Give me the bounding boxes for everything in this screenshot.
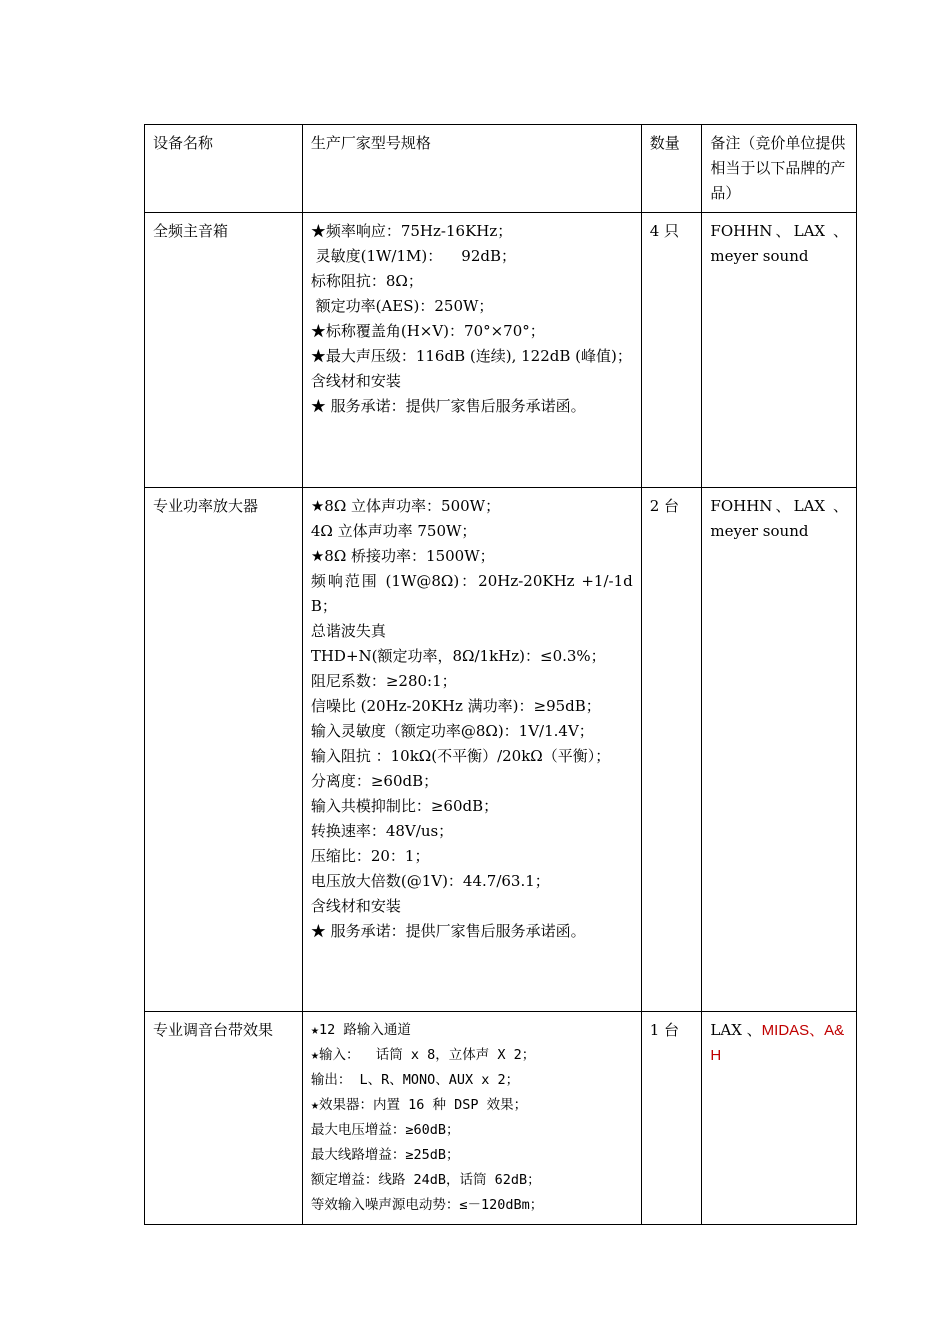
spec-line: 分离度：≥60dB； bbox=[310, 772, 439, 790]
quantity: 2 台 bbox=[641, 488, 702, 1012]
table-header-row bbox=[145, 125, 857, 213]
spec-line: ★最大声压级：116dB (连续), 122dB (峰值)； bbox=[310, 347, 632, 365]
spec-line: 信噪比 (20Hz-20KHz 满功率)：≥95dB； bbox=[310, 697, 601, 715]
equipment-name: 专业调音台带效果 bbox=[145, 1012, 303, 1225]
spec-line: ★标称覆盖角(H×V)：70°×70°； bbox=[310, 322, 545, 340]
spec-line: 标称阻抗：8Ω； bbox=[310, 272, 423, 290]
quantity: 1 台 bbox=[641, 1012, 702, 1225]
spec-line: ★ 服务承诺：提供厂家售后服务承诺函。 bbox=[310, 922, 586, 940]
note-brand-highlight: MIDAS、A&H bbox=[710, 1022, 845, 1064]
header-quantity: 数量 bbox=[641, 125, 702, 213]
spec-line: 含线材和安装 bbox=[310, 897, 401, 915]
spec-line: 额定增益：线路 24dB，话筒 62dB； bbox=[310, 1172, 541, 1188]
spec-line: 转换速率：48V/us； bbox=[310, 822, 454, 840]
spec-line: 4Ω 立体声功率 750W； bbox=[310, 522, 477, 540]
spec-line: 最大电压增益：≥60dB； bbox=[310, 1122, 460, 1138]
spec-line: 电压放大倍数(@1V)：44.7/63.1； bbox=[310, 872, 550, 890]
spec-cell bbox=[302, 213, 641, 488]
equipment-name: 专业功率放大器 bbox=[145, 488, 303, 1012]
spec-line: ★8Ω 桥接功率：1500W； bbox=[310, 547, 495, 565]
spec-line: 灵敏度(1W/1M)： 92dB； bbox=[310, 247, 517, 265]
spec-line: 输入共模抑制比：≥60dB； bbox=[310, 797, 499, 815]
spec-line: 频响范围 (1W@8Ω)：20Hz-20KHz +1/-1dB； bbox=[310, 572, 633, 615]
spec-line: 压缩比：20：1； bbox=[310, 847, 430, 865]
note-brand: LAX 、 bbox=[710, 1021, 762, 1039]
equipment-name: 全频主音箱 bbox=[145, 213, 303, 488]
header-spec: 生产厂家型号规格 bbox=[302, 125, 641, 213]
spec-line: 总谐波失真 bbox=[310, 622, 386, 640]
spec-line: 额定功率(AES)：250W； bbox=[310, 297, 494, 315]
spec-line: ★12 路输入通道 bbox=[310, 1022, 411, 1038]
spec-line: 输入阻抗 ：10kΩ(不平衡）/20kΩ（平衡）； bbox=[310, 747, 611, 765]
spec-line: ★ 服务承诺：提供厂家售后服务承诺函。 bbox=[310, 397, 586, 415]
spec-line: 输出： L、R、MONO、AUX x 2； bbox=[310, 1072, 520, 1088]
spec-line: 阻尼系数：≥280:1； bbox=[310, 672, 457, 690]
table-row bbox=[145, 1012, 857, 1225]
spec-line: 输入灵敏度（额定功率@8Ω)：1V/1.4V； bbox=[310, 722, 594, 740]
spec-line: 含线材和安装 bbox=[310, 372, 401, 390]
spec-line: ★输入： 话筒 x 8，立体声 X 2； bbox=[310, 1047, 536, 1063]
header-note: 备注（竞价单位提供相当于以下品牌的产品） bbox=[702, 125, 857, 213]
note bbox=[702, 1012, 857, 1225]
header-equipment-name: 设备名称 bbox=[145, 125, 303, 213]
spec-cell bbox=[302, 1012, 641, 1225]
spec-line: ★频率响应：75Hz-16KHz； bbox=[310, 222, 513, 240]
equipment-spec-table bbox=[144, 124, 857, 1225]
spec-line: ★8Ω 立体声功率：500W； bbox=[310, 497, 501, 515]
table-row bbox=[145, 213, 857, 488]
table-row bbox=[145, 488, 857, 1012]
spec-line: 最大线路增益：≥25dB； bbox=[310, 1147, 460, 1163]
spec-line: THD+N(额定功率，8Ω/1kHz)：≤0.3%； bbox=[310, 647, 606, 665]
spec-line: ★效果器：内置 16 种 DSP 效果； bbox=[310, 1097, 528, 1113]
spec-cell bbox=[302, 488, 641, 1012]
note: FOHHN、LAX 、meyer sound bbox=[702, 488, 857, 1012]
note: FOHHN、LAX 、meyer sound bbox=[702, 213, 857, 488]
quantity: 4 只 bbox=[641, 213, 702, 488]
spec-line: 等效输入噪声源电动势：≤－120dBm； bbox=[310, 1197, 544, 1213]
